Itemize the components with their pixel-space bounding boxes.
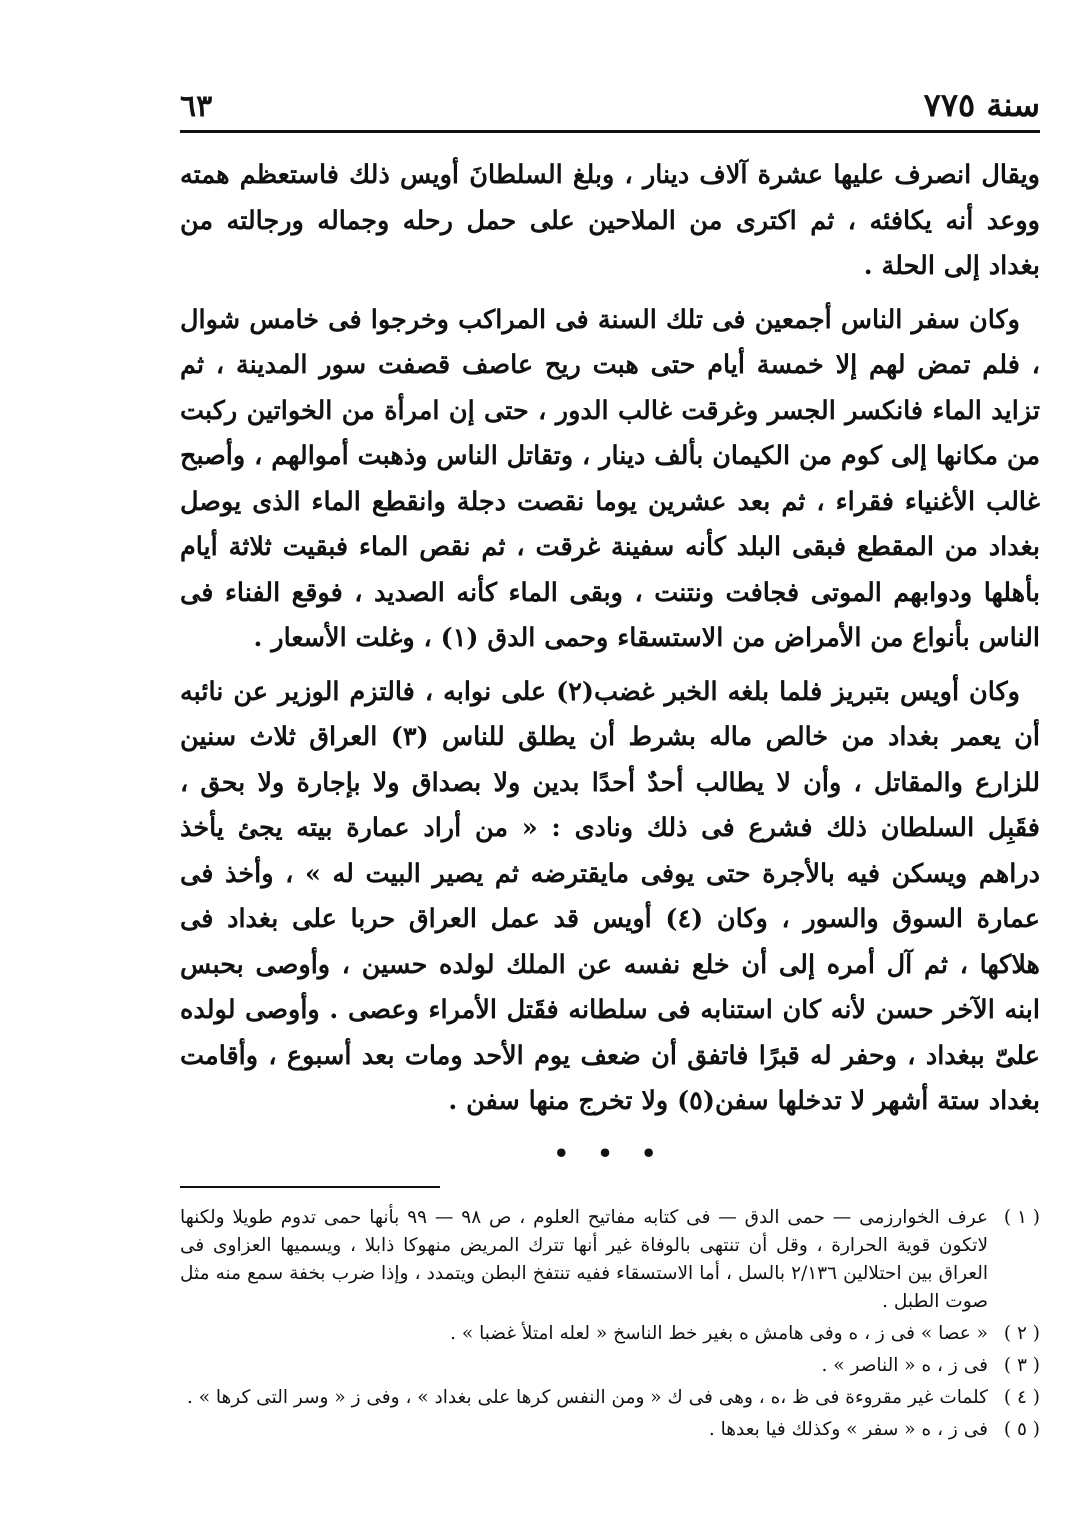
- footnote-text: « عصا » فى ز ، ه وفى هامش ه بغير خط الناسخ « لعله امتلأ غضبا » .: [450, 1322, 988, 1344]
- main-text: [180, 153, 1040, 1125]
- footnote: [180, 1320, 1040, 1348]
- footnote: [180, 1352, 1040, 1380]
- footnotes: [180, 1204, 1040, 1444]
- paragraph: وكان سفر الناس أجمعين فى تلك السنة فى المراكب وخرجوا فى خامس شوال ، فلم تمض لهم إلا خمسة أيام حتى هبت ريح عاصف قصفت سور المدينة ، ثم تزايد الماء فانكسر الجسر وغرقت غالب الدور ، حتى إن امرأة من الخواتين ركبت من مكانها إلى كوم من الكيمان بألف دينار ، وتقاتل الناس وذهبت أموالهم ، وأصبح غالب الأغنياء فقراء ، ثم بعد عشرين يوما نقصت دجلة وانقطع الماء الذى يوصل بغداد من المقطع فبقى البلد كأنه سفينة غرقت ، ثم نقص الماء فبقيت ثلاثة أيام بأهلها ودوابهم الموتى فجافت ونتنت ، وبقى الماء كأنه الصديد ، فوقع الفناء فى الناس بأنواع من الأمراض من الاستسقاء وحمى الدق (١) ، وغلت الأسعار .: [180, 304, 1040, 653]
- book-page: [180, 80, 1040, 1448]
- paragraph: وكان أويس بتبريز فلما بلغه الخبر غضب(٢) على نوابه ، فالتزم الوزير عن نائبه أن يعمر بغداد من خالص ماله بشرط أن يطلق للناس (٣) العراق ثلاث سنين للزارع والمقاتل ، وأن لا يطالب أحدٌ أحدًا بدين ولا بصداق ولا بإجارة ولا بحق ، فقَبِل السلطان ذلك فشرع فى ذلك ونادى : « من أراد عمارة بيته يجئ يأخذ دراهم ويسكن فيه بالأجرة حتى يوفى مايقترضه ثم يصير البيت له » ، وأخذ فى عمارة السوق والسور ، وكان (٤) أويس قد عمل العراق حربا على بغداد فى هلاكها ، ثم آل أمره إلى أن خلع نفسه عن الملك لولده حسين ، وأوصى بحبس ابنه الآخر حسن لأنه كان استنابه فى سلطانه فقَتل الأمراء وعصى . وأوصى لولده علىّ ببغداد ، وحفر له قبرًا فاتفق أن ضعف يوم الأحد ومات بعد أسبوع ، وأقامت بغداد ستة أشهر لا تدخلها سفن(٥) ولا تخرج منها سفن .: [180, 676, 1040, 1116]
- footnote-text: فى ز ، ه « الناصر » .: [821, 1354, 988, 1376]
- footnote-number: ( ١ ): [1003, 1206, 1040, 1228]
- footnote-text: فى ز ، ه « سفر » وكذلك فيا بعدها .: [708, 1418, 988, 1440]
- section-separator: • • •: [553, 1138, 667, 1168]
- footnote: [180, 1384, 1040, 1412]
- running-head-year: سنة ٧٧٥: [923, 86, 1040, 124]
- footnote: [180, 1416, 1040, 1444]
- footnote-divider: [180, 1186, 440, 1188]
- page-header: [180, 80, 1040, 133]
- footnote-text: كلمات غير مقروءة فى ظ ،ه ، وهى فى ك « ومن النفس كرها على بغداد » ، وفى ز « وسر التى كرها » .: [186, 1386, 988, 1408]
- page-number: ٦٣: [180, 89, 213, 124]
- footnote-number: ( ٣ ): [1003, 1354, 1040, 1376]
- footnote-number: ( ٥ ): [1003, 1418, 1040, 1440]
- footnote: [180, 1204, 1040, 1316]
- footnote-number: ( ٤ ): [1003, 1386, 1040, 1408]
- paragraph: ويقال انصرف عليها عشرة آلاف دينار ، وبلغ السلطانَ أويس ذلك فاستعظم همته ووعد أنه يكافئه ، ثم اكترى من الملاحين على حمل رحله وجماله ورجالته من بغداد إلى الحلة .: [180, 160, 1040, 281]
- footnote-text: عرف الخوارزمى — حمى الدق — فى كتابه مفاتيح العلوم ، ص ٩٨ — ٩٩ بأنها حمى تدوم طويلا ولكنها لاتكون قوية الحرارة ، وقل أن تنتهى بالوفاة غير أنها تترك المريض منهوكا ذابلا ، ويسميها العزاوى فى العراق بين احتلالين ٢/١٣٦ بالسل ، أما الاستسقاء ففيه تنتفخ البطن ويتمدد ، وإذا ضرب بخفة سمع منه مثل صوت الطبل .: [180, 1206, 989, 1312]
- footnote-number: ( ٢ ): [1003, 1322, 1040, 1344]
